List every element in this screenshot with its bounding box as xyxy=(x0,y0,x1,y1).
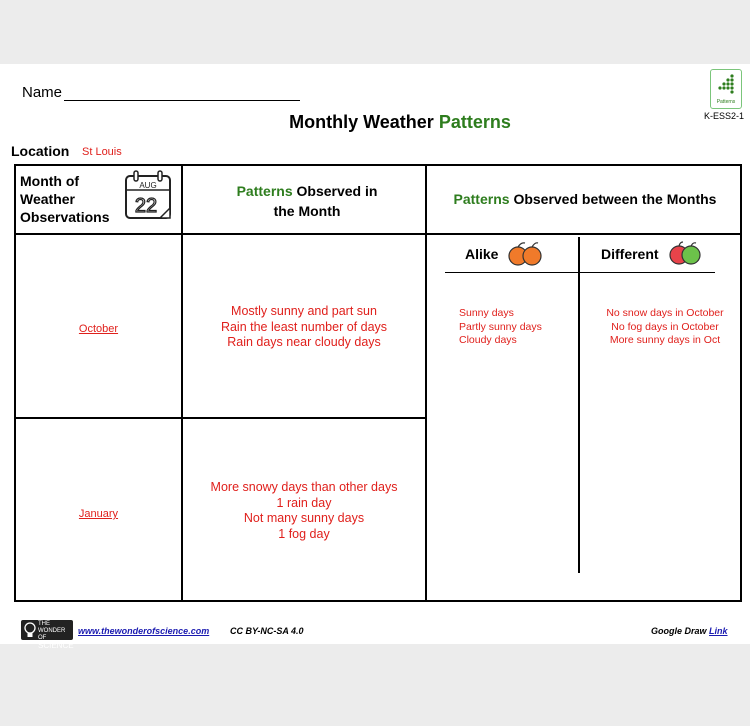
website-link[interactable]: www.thewonderofscience.com xyxy=(78,626,210,636)
table-border-top xyxy=(14,164,742,166)
month-october[interactable]: October xyxy=(78,323,119,335)
observation-line: Not many sunny days xyxy=(243,511,365,525)
logo-text-1: THE xyxy=(38,621,50,627)
google-draw-label: Google Draw xyxy=(651,626,707,636)
name-label: Name xyxy=(22,84,63,101)
month-header: Month of Weather Observations xyxy=(20,173,110,225)
apple-pair-icon xyxy=(668,240,702,266)
observation-line: Rain days near cloudy days xyxy=(227,335,381,349)
header-observed-between: Observed between the Months xyxy=(513,191,717,207)
observation-line: Rain the least number of days xyxy=(220,319,388,334)
different-label: Different xyxy=(601,246,659,262)
alike-label: Alike xyxy=(465,246,499,262)
table-row-month-1 xyxy=(16,319,181,337)
table-border-left xyxy=(14,164,16,602)
patterns-badge xyxy=(710,69,742,109)
list-item: Sunny days xyxy=(459,307,514,319)
worksheet xyxy=(0,64,750,650)
lightbulb-icon xyxy=(23,621,37,639)
orange-pair-icon xyxy=(507,239,543,267)
list-item: Partly sunny days xyxy=(459,320,542,333)
calendar-day: 22 xyxy=(134,195,158,217)
table-row-month-2 xyxy=(16,504,181,522)
header-patterns-word: Patterns xyxy=(236,183,293,199)
calendar-icon xyxy=(124,170,174,222)
list-item: No fog days in October xyxy=(611,320,719,333)
observation-line: More snowy days than other days xyxy=(210,480,398,494)
alike-list[interactable] xyxy=(459,307,542,348)
name-input-line[interactable] xyxy=(64,100,300,101)
page-title xyxy=(0,112,750,133)
header-the-month: the Month xyxy=(273,203,341,219)
logo-text-3: SCIENCE xyxy=(38,641,74,650)
list-item: More sunny days in Oct xyxy=(609,334,721,346)
patterns-in-month-header xyxy=(200,181,414,221)
logo-text-2: WONDER OF xyxy=(38,628,66,641)
header-observed-in: Observed in xyxy=(296,183,378,199)
title-highlight: Patterns xyxy=(438,112,511,132)
observation-line: Mostly sunny and part sun xyxy=(231,304,377,318)
patterns-icon xyxy=(711,70,741,98)
different-list[interactable] xyxy=(590,307,740,348)
location-label: Location xyxy=(11,143,70,159)
month-january[interactable]: January xyxy=(78,508,119,520)
alike-different-divider xyxy=(578,237,580,573)
observation-line: 1 fog day xyxy=(278,526,330,541)
list-item: Cloudy days xyxy=(459,334,517,346)
location-value[interactable]: St Louis xyxy=(82,146,122,158)
calendar-month: AUG xyxy=(139,181,157,190)
table-border-right xyxy=(740,164,742,602)
table-col-divider-2 xyxy=(425,164,427,602)
wonder-of-science-logo xyxy=(21,620,74,650)
google-draw-link[interactable]: Link xyxy=(709,626,728,636)
google-draw-text xyxy=(651,626,728,636)
header-patterns-word-2: Patterns xyxy=(453,191,510,207)
table-header-divider xyxy=(14,233,742,235)
patterns-between-months-header xyxy=(430,191,740,207)
license-text: CC BY-NC-SA 4.0 xyxy=(230,626,304,636)
standard-code: K-ESS2-1 xyxy=(704,111,745,121)
observation-line: 1 rain day xyxy=(276,495,332,510)
title-text: Monthly Weather xyxy=(289,112,434,132)
october-observations[interactable] xyxy=(183,304,425,351)
badge-label: Patterns xyxy=(716,99,736,105)
table-border-bottom xyxy=(14,600,742,602)
list-item: No snow days in October xyxy=(606,307,724,319)
alike-different-underline xyxy=(445,272,715,273)
table-row-divider xyxy=(14,417,427,419)
january-observations[interactable] xyxy=(183,480,425,542)
